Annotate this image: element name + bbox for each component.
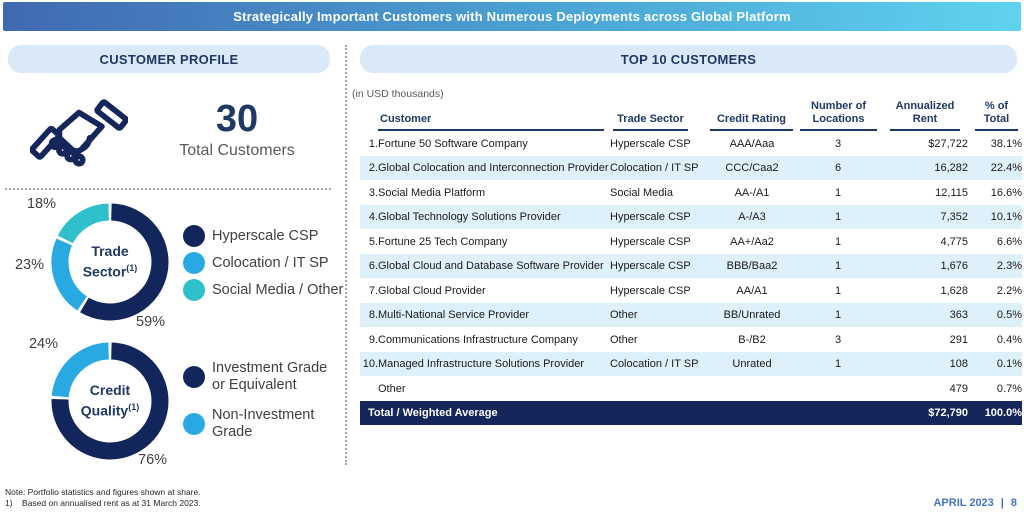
row-pct: 10.1% <box>990 211 1022 224</box>
row-credit-rating: AA-/A1 <box>734 186 770 199</box>
row-trade-sector: Other <box>610 309 638 322</box>
trade-sector-donut-chart <box>48 200 172 324</box>
row-number <box>360 376 378 401</box>
table-header-row <box>360 100 1022 131</box>
total-row-rent: $72,790 <box>928 406 968 419</box>
row-rent: 4,775 <box>940 235 968 248</box>
table-row <box>360 131 1022 156</box>
legend-label: Hyperscale CSP <box>212 227 319 244</box>
row-credit-rating: B-/B2 <box>738 333 766 346</box>
legend-item-noninvestment-grade <box>183 407 334 441</box>
table-row <box>360 229 1022 254</box>
table-row <box>360 180 1022 205</box>
legend-dot-navy <box>183 225 205 247</box>
row-trade-sector: Social Media <box>610 186 673 199</box>
row-pct: 16.6% <box>990 186 1022 199</box>
total-customers-label: Total Customers <box>179 142 295 159</box>
row-customer: Fortune 50 Software Company <box>378 137 528 150</box>
table-row <box>360 205 1022 230</box>
row-trade-sector: Colocation / IT SP <box>610 358 699 371</box>
row-customer: Social Media Platform <box>378 186 485 199</box>
row-locations: 1 <box>834 260 842 273</box>
row-locations: 1 <box>834 284 842 297</box>
row-rent: 7,352 <box>940 211 968 224</box>
col-header-pct-of-total: % of Total <box>968 100 1022 131</box>
row-trade-sector: Hyperscale CSP <box>610 235 691 248</box>
trade-sector-pct-colocation: 23% <box>14 257 44 273</box>
legend-label: Non-Investment Grade <box>212 407 315 440</box>
row-credit-rating: BBB/Baa2 <box>726 260 778 273</box>
units-note: (in USD thousands) <box>352 88 444 100</box>
table-row <box>360 156 1022 181</box>
row-locations: 6 <box>834 162 842 175</box>
row-locations: 1 <box>834 358 842 371</box>
table-row <box>360 376 1022 401</box>
row-rent: 16,282 <box>934 162 968 175</box>
row-number: 8. <box>368 309 378 322</box>
footnotes: Note: Portfolio statistics and figures shown at share. 1) Based on annualised rent as at 31 March 2023. <box>5 487 201 508</box>
total-customers-block <box>162 100 312 160</box>
table-row <box>360 352 1022 377</box>
legend-dot-teal <box>183 279 205 301</box>
row-pct: 0.1% <box>996 358 1022 371</box>
row-pct: 0.4% <box>996 333 1022 346</box>
panel-divider <box>345 45 347 465</box>
row-credit-rating: AA/A1 <box>736 284 768 297</box>
legend-label: Investment Grade or Equivalent <box>212 360 328 393</box>
banner-title: Strategically Important Customers with Numerous Deployments across Global Platform <box>233 9 791 24</box>
trade-sector-pct-social: 18% <box>26 196 56 212</box>
section-divider <box>5 188 331 190</box>
row-credit-rating: Unrated <box>732 358 772 371</box>
row-rent: 1,676 <box>940 260 968 273</box>
banner <box>3 2 1021 31</box>
legend-item-colocation <box>183 252 343 274</box>
row-number: 6. <box>368 260 378 273</box>
row-rent: 363 <box>949 309 968 322</box>
total-row-label: Total / Weighted Average <box>368 406 498 419</box>
page-number: 8 <box>1010 497 1017 509</box>
row-trade-sector: Hyperscale CSP <box>610 284 691 297</box>
row-rent: 12,115 <box>935 186 968 199</box>
row-customer: Global Cloud and Database Software Provider <box>378 260 604 273</box>
row-customer: Global Cloud Provider <box>378 284 486 297</box>
handshake-icon <box>30 92 128 174</box>
row-pct: 0.5% <box>996 309 1022 322</box>
top10-customers-header <box>360 45 1017 73</box>
row-customer: Global Technology Solutions Provider <box>378 211 561 224</box>
row-rent: 108 <box>949 358 968 371</box>
credit-quality-donut-chart <box>48 339 172 463</box>
credit-quality-pct-investment: 76% <box>138 452 168 468</box>
row-credit-rating: CCC/Caa2 <box>725 162 779 175</box>
customer-profile-header-label: CUSTOMER PROFILE <box>99 51 239 67</box>
row-credit-rating: BB/Unrated <box>723 309 781 322</box>
table-row <box>360 303 1022 328</box>
row-locations: 3 <box>834 137 842 150</box>
row-trade-sector <box>610 376 706 401</box>
trade-sector-pct-hyperscale: 59% <box>136 314 166 330</box>
row-trade-sector: Colocation / IT SP <box>610 162 699 175</box>
row-number: 2. <box>368 162 378 175</box>
top10-table <box>360 100 1022 425</box>
table-row <box>360 278 1022 303</box>
table-row <box>360 254 1022 279</box>
col-header-locations: Number of Locations <box>798 100 878 131</box>
page-separator: | <box>1000 497 1004 509</box>
legend-dot-lightblue <box>183 252 205 274</box>
credit-quality-donut-center-label: Credit Quality$^{(1)}$ <box>80 382 140 419</box>
row-locations: 1 <box>834 235 842 248</box>
row-trade-sector: Hyperscale CSP <box>610 211 691 224</box>
row-trade-sector: Other <box>610 333 638 346</box>
row-number: 10. <box>362 358 378 371</box>
col-header-credit-rating: Credit Rating <box>706 100 798 131</box>
row-customer: Managed Infrastructure Solutions Provider <box>378 358 585 371</box>
row-pct: 6.6% <box>996 235 1022 248</box>
row-rent: 1,628 <box>940 284 968 297</box>
row-number: 5. <box>368 235 378 248</box>
col-header-annualized-rent: Annualized Rent <box>878 100 968 131</box>
row-pct: 38.1% <box>990 137 1022 150</box>
col-header-trade-sector: Trade Sector <box>610 100 706 131</box>
row-number: 4. <box>368 211 378 224</box>
row-trade-sector: Hyperscale CSP <box>610 260 691 273</box>
col-header-customer: Customer <box>378 100 610 131</box>
row-locations: 1 <box>834 309 842 322</box>
legend-item-investment-grade <box>183 360 334 394</box>
row-rent: 291 <box>949 333 968 346</box>
row-customer: Fortune 25 Tech Company <box>378 235 508 248</box>
row-customer: Multi-National Service Provider <box>378 309 529 322</box>
row-pct: 2.2% <box>996 284 1022 297</box>
row-pct: 22.4% <box>990 162 1022 175</box>
table-row <box>360 327 1022 352</box>
row-pct: 2.3% <box>996 260 1022 273</box>
row-number: 1. <box>368 137 378 150</box>
row-rent: 479 <box>949 382 968 395</box>
row-locations: 1 <box>834 211 842 224</box>
row-locations <box>798 376 878 401</box>
row-rent: $27,722 <box>928 137 968 150</box>
page-info <box>933 497 1017 509</box>
page-date: APRIL 2023 <box>933 497 994 509</box>
row-number: 3. <box>368 186 378 199</box>
legend-dot-lightblue <box>183 413 205 435</box>
top10-customers-header-label: TOP 10 CUSTOMERS <box>620 51 757 67</box>
legend-label: Social Media / Other <box>212 281 344 298</box>
row-trade-sector: Hyperscale CSP <box>610 137 691 150</box>
legend-item-social-media <box>183 279 343 301</box>
row-number: 7. <box>368 284 378 297</box>
customer-profile-header <box>8 45 330 73</box>
trade-sector-legend <box>183 225 343 301</box>
row-number: 9. <box>368 333 378 346</box>
top10-table-body <box>360 131 1022 401</box>
row-credit-rating <box>706 376 798 401</box>
legend-item-hyperscale <box>183 225 343 247</box>
col-header-index <box>360 100 378 131</box>
row-credit-rating: AA+/Aa2 <box>730 235 774 248</box>
trade-sector-donut-center-label: Trade Sector$^{(1)}$ <box>82 243 138 280</box>
row-credit-rating: A-/A3 <box>738 211 766 224</box>
row-locations: 3 <box>834 333 842 346</box>
row-customer: Global Colocation and Interconnection Provider <box>378 162 609 175</box>
row-credit-rating: AAA/Aaa <box>729 137 775 150</box>
row-locations: 1 <box>834 186 842 199</box>
row-customer: Other <box>378 382 406 395</box>
total-row <box>360 401 1022 425</box>
legend-dot-navy <box>183 366 205 388</box>
legend-label: Colocation / IT SP <box>212 254 329 271</box>
row-customer: Communications Infrastructure Company <box>378 333 578 346</box>
row-pct: 0.7% <box>996 382 1022 395</box>
credit-quality-legend <box>183 360 334 441</box>
total-customers-value: 30 <box>215 98 259 140</box>
credit-quality-pct-noninvestment: 24% <box>28 336 58 352</box>
total-row-pct: 100.0% <box>984 406 1022 419</box>
